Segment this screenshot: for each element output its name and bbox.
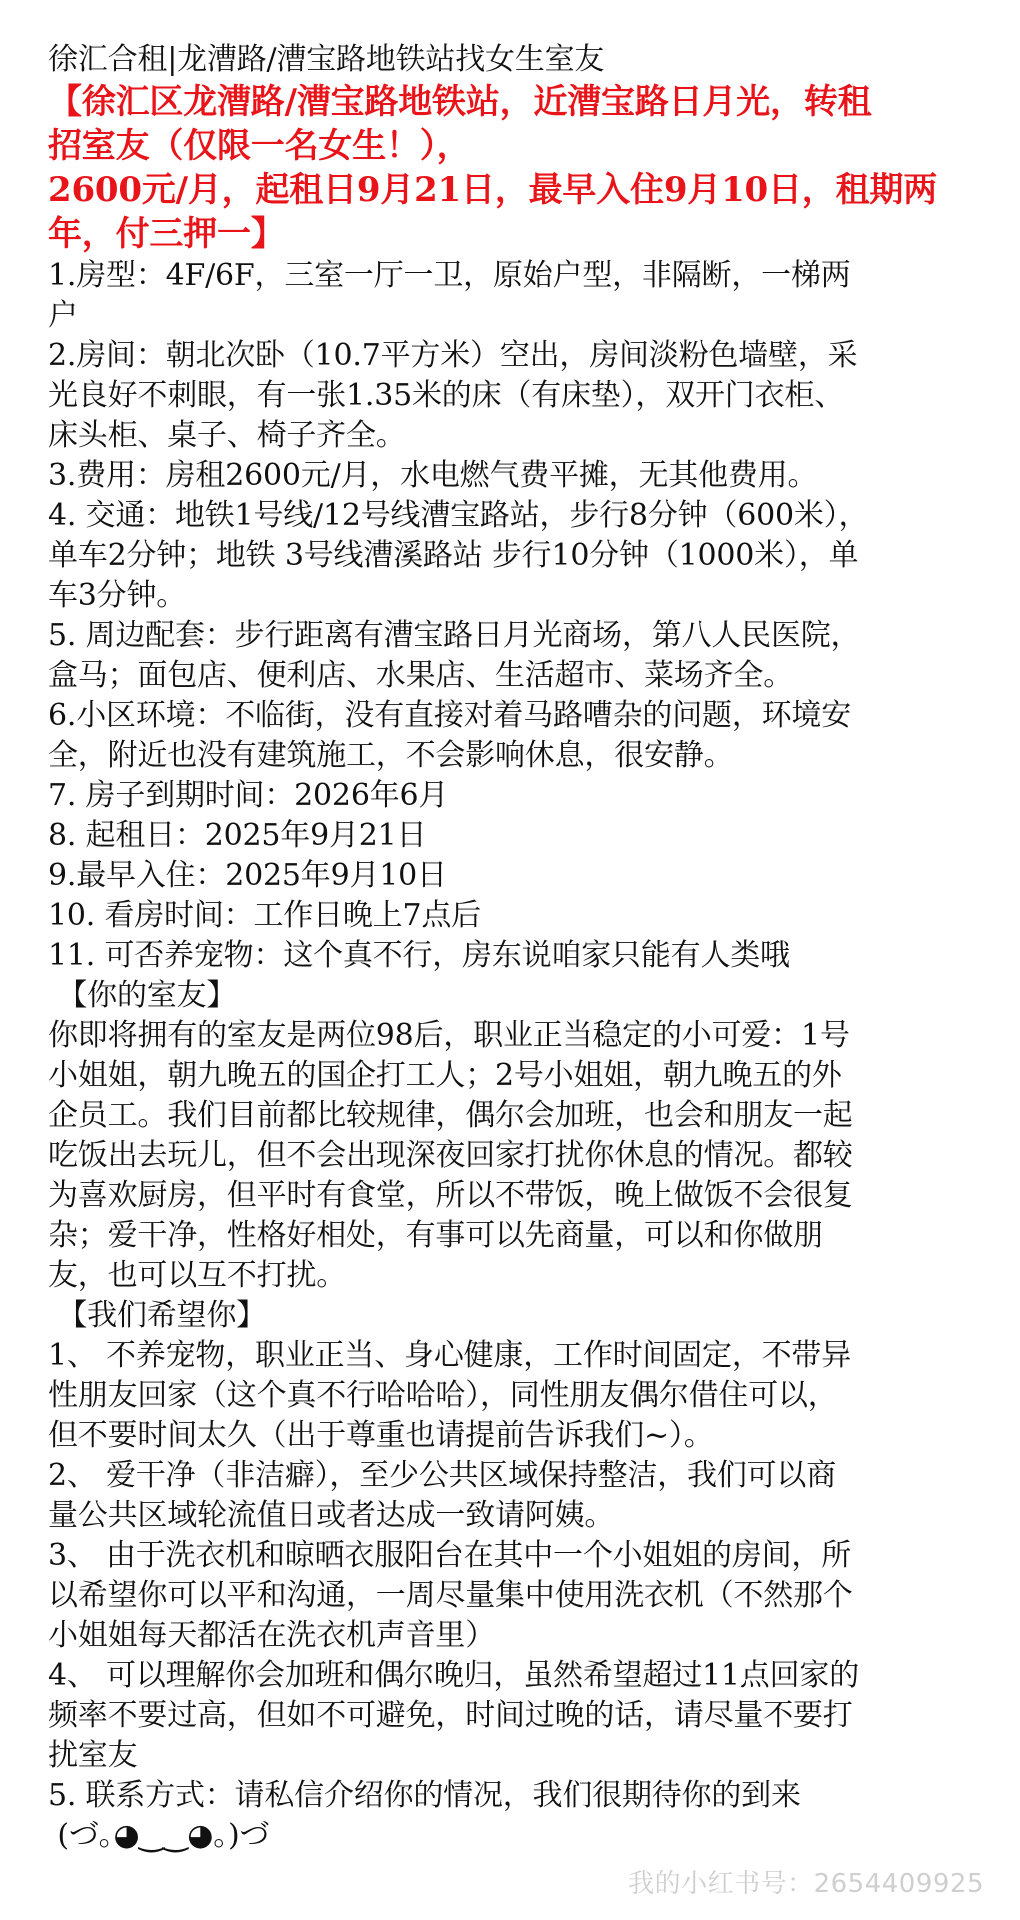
body-line: 户 [48, 298, 78, 333]
body-line: 扰室友 [48, 1738, 138, 1773]
headline-line: 2600元/月，起租日9月21日，最早入住9月10日，租期两 [48, 170, 937, 210]
body-line: 你即将拥有的室友是两位98后，职业正当稳定的小可爱：1号 [48, 1018, 850, 1053]
body-line: 盒马；面包店、便利店、水果店、生活超市、菜场齐全。 [48, 658, 793, 693]
body-line: 量公共区域轮流值日或者达成一致请阿姨。 [48, 1498, 615, 1533]
body-line: 杂；爱干净，性格好相处，有事可以先商量，可以和你做朋 [48, 1218, 823, 1253]
body-line: 吃饭出去玩儿，但不会出现深夜回家打扰你休息的情况。都较 [48, 1138, 853, 1173]
watermark-text: 我的小红书号：2654409925 [628, 1869, 984, 1899]
body-line: 性朋友回家（这个真不行哈哈哈），同性朋友偶尔借住可以， [48, 1378, 838, 1413]
body-line: 2、 爱干净（非洁癖），至少公共区域保持整洁，我们可以商 [48, 1458, 837, 1493]
body-line: 11. 可否养宠物：这个真不行，房东说咱家只能有人类哦 [48, 938, 790, 973]
headline-line: 年，付三押一】 [48, 214, 285, 254]
body-line: 8. 起租日：2025年9月21日 [48, 818, 427, 853]
body-line: 频率不要过高，但如不可避免，时间过晚的话，请尽量不要打 [48, 1698, 853, 1733]
body-line: 单车2分钟；地铁 3号线漕溪路站 步行10分钟（1000米），单 [48, 538, 859, 573]
body-line: 光良好不刺眼，有一张1.35米的床（有床垫），双开门衣柜、 [48, 378, 844, 413]
body-line: 4、 可以理解你会加班和偶尔晚归，虽然希望超过11点回家的 [48, 1658, 859, 1693]
body-line: 4. 交通：地铁1号线/12号线漕宝路站，步行8分钟（600米）， [48, 498, 869, 533]
body-line: 9.最早入住：2025年9月10日 [48, 858, 447, 893]
headline-line: 招室友（仅限一名女生！）， [48, 126, 471, 166]
body-line: 床头柜、桌子、椅子齐全。 [48, 418, 406, 453]
body-line: 【你的室友】 [48, 978, 237, 1013]
body-line: 1、 不养宠物，职业正当、身心健康，工作时间固定，不带异 [48, 1338, 852, 1373]
body-line: 6.小区环境：不临街，没有直接对着马路嘈杂的问题，环境安 [48, 698, 852, 733]
body-line: 以希望你可以平和沟通，一周尽量集中使用洗衣机（不然那个 [48, 1578, 853, 1613]
body-line: 10. 看房时间：工作日晚上7点后 [48, 898, 481, 933]
body-line: 车3分钟。 [48, 578, 187, 613]
body-line: 1.房型：4F/6F，三室一厅一卫，原始户型，非隔断，一梯两 [48, 258, 851, 293]
body-line: 小姐姐每天都活在洗衣机声音里） [48, 1618, 495, 1653]
body-line: 企员工。我们目前都比较规律，偶尔会加班，也会和朋友一起 [48, 1098, 853, 1133]
body-line: 全，附近也没有建筑施工，不会影响休息，很安静。 [48, 738, 734, 773]
body-line: 为喜欢厨房，但平时有食堂，所以不带饭，晚上做饭不会很复 [48, 1178, 853, 1213]
post-title: 徐汇合租|龙漕路/漕宝路地铁站找女生室友 [48, 42, 605, 77]
body-line: (づ｡◕‿‿◕｡)づ [48, 1818, 270, 1853]
body-line: 5. 周边配套：步行距离有漕宝路日月光商场，第八人民医院， [48, 618, 861, 653]
body-line: 但不要时间太久（出于尊重也请提前告诉我们~）。 [48, 1418, 714, 1453]
body-line: 3、 由于洗衣机和晾晒衣服阳台在其中一个小姐姐的房间，所 [48, 1538, 852, 1573]
body-line: 2.房间：朝北次卧（10.7平方米）空出，房间淡粉色墙壁，采 [48, 338, 858, 373]
body-line: 3.费用：房租2600元/月，水电燃气费平摊，无其他费用。 [48, 458, 818, 493]
body-line: 【我们希望你】 [48, 1298, 266, 1333]
headline-block [48, 80, 998, 256]
body-line: 5. 联系方式：请私信介绍你的情况，我们很期待你的到来 [48, 1778, 801, 1813]
headline-line: 【徐汇区龙漕路/漕宝路地铁站，近漕宝路日月光，转租 [48, 82, 872, 122]
body-block [48, 256, 998, 1856]
body-line: 小姐姐，朝九晚五的国企打工人；2号小姐姐，朝九晚五的外 [48, 1058, 842, 1093]
body-line: 7. 房子到期时间：2026年6月 [48, 778, 449, 813]
body-line: 友，也可以互不打扰。 [48, 1258, 346, 1293]
